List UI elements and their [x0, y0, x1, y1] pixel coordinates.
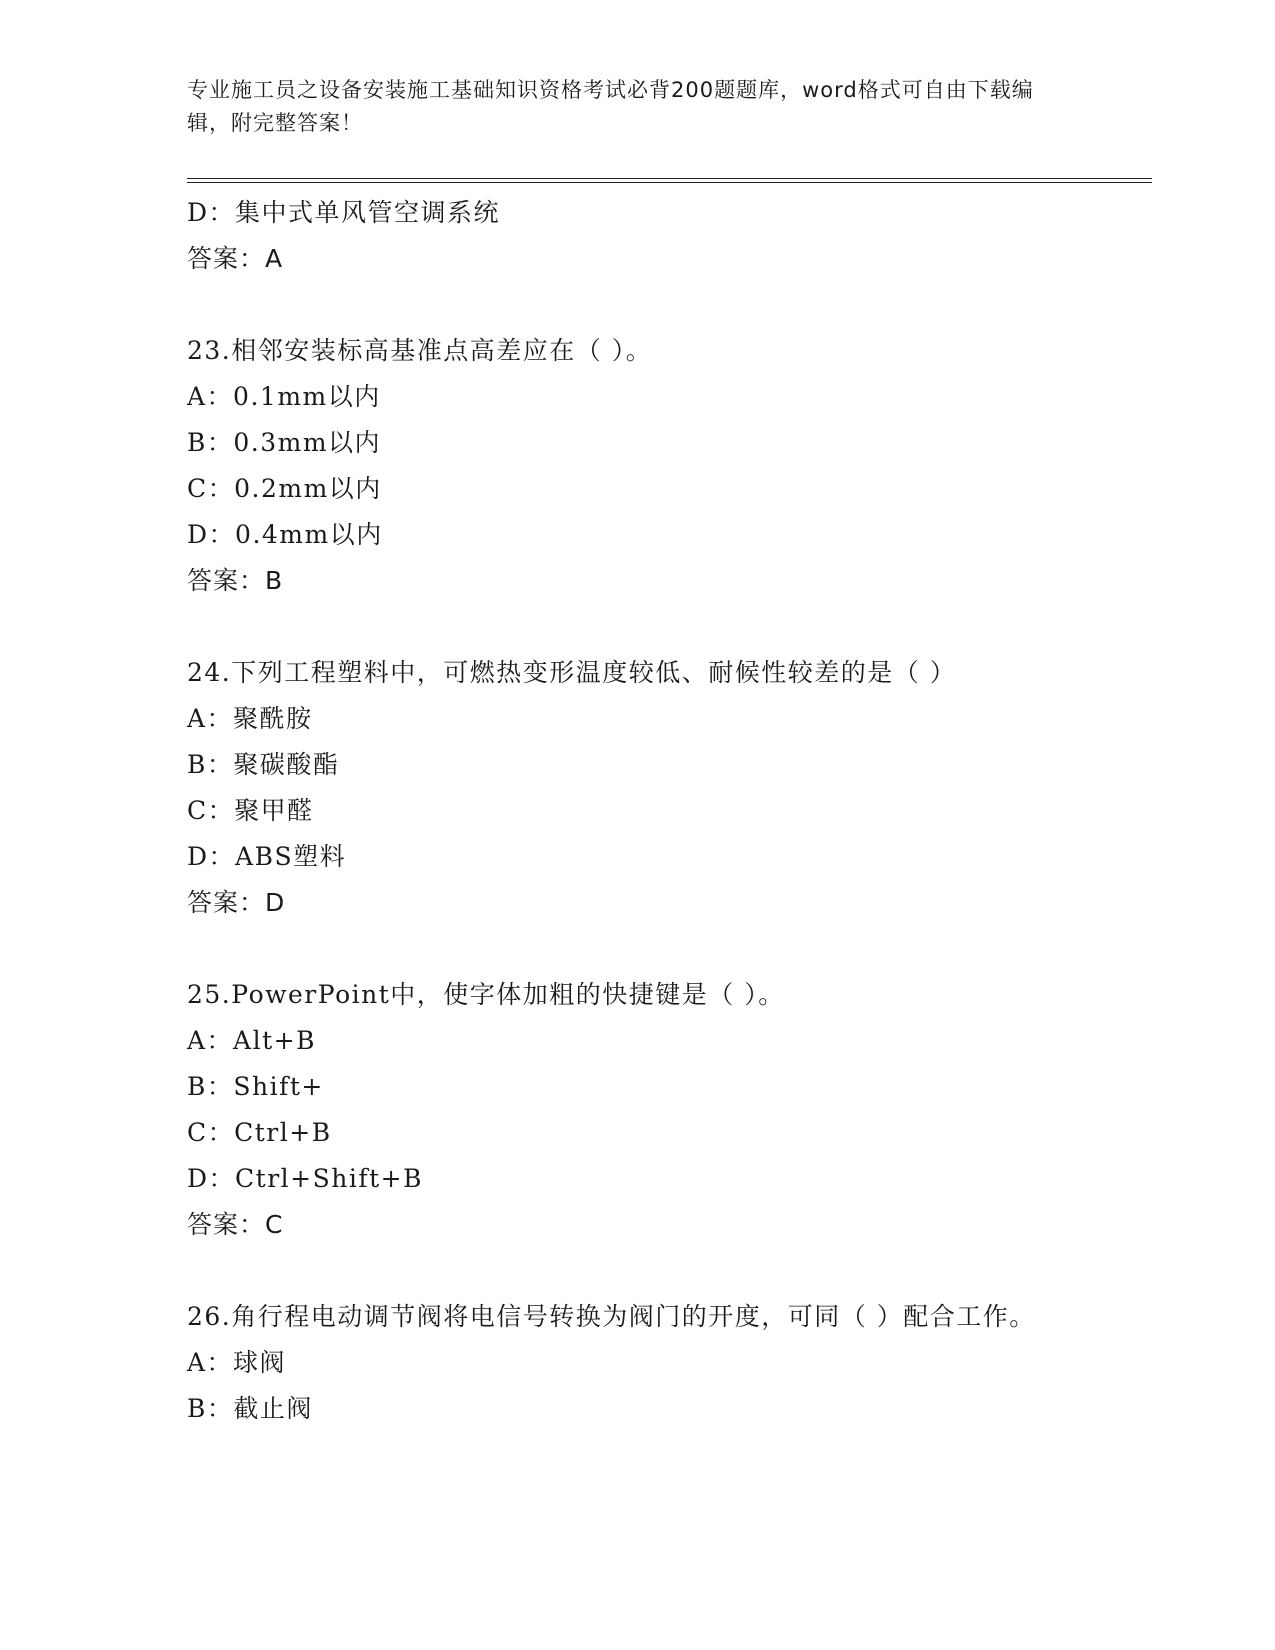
- option-text: A：Alt+B: [187, 1026, 316, 1055]
- option-text: C：聚甲醛: [187, 796, 314, 825]
- option-text: B：聚碳酸酯: [187, 750, 340, 779]
- spacer: [187, 926, 1087, 972]
- option-text: D：Ctrl+Shift+B: [187, 1164, 423, 1193]
- option-text: A：聚酰胺: [187, 704, 313, 733]
- option-text: C：Ctrl+B: [187, 1118, 332, 1147]
- question-text: 25.PowerPoint中，使字体加粗的快捷键是（ ）。: [187, 980, 785, 1009]
- answer-text: 答案：B: [187, 566, 284, 595]
- question-text: 24.下列工程塑料中，可燃热变形温度较低、耐候性较差的是（ ）: [187, 658, 957, 687]
- option-text: D：ABS塑料: [187, 842, 347, 871]
- spacer: [187, 1248, 1087, 1294]
- answer-text: 答案：D: [187, 888, 286, 917]
- option-text: D：0.4mm以内: [187, 520, 383, 549]
- option-text: B：Shift+: [187, 1072, 324, 1101]
- option-text: B：0.3mm以内: [187, 428, 382, 457]
- option-text: A：球阀: [187, 1348, 287, 1377]
- spacer: [187, 604, 1087, 650]
- question-text: 26.角行程电动调节阀将电信号转换为阀门的开度，可同（ ）配合工作。: [187, 1302, 1036, 1331]
- answer-text: 答案：C: [187, 1210, 284, 1239]
- header-divider-bottom: [187, 182, 1152, 183]
- answer-text: 答案：A: [187, 244, 284, 273]
- spacer: [187, 282, 1087, 328]
- header-divider-top: [187, 178, 1152, 179]
- document-header: 专业施工员之设备安装施工基础知识资格考试必背200题题库，word格式可自由下载编辑，附完整答案！: [187, 78, 1034, 135]
- option-text: D：集中式单风管空调系统: [187, 198, 501, 227]
- option-text: A：0.1mm以内: [187, 382, 381, 411]
- document-body: [187, 190, 1087, 1432]
- option-text: C：0.2mm以内: [187, 474, 382, 503]
- question-text: 23.相邻安装标高基准点高差应在（ ）。: [187, 336, 653, 365]
- option-text: B：截止阀: [187, 1394, 313, 1423]
